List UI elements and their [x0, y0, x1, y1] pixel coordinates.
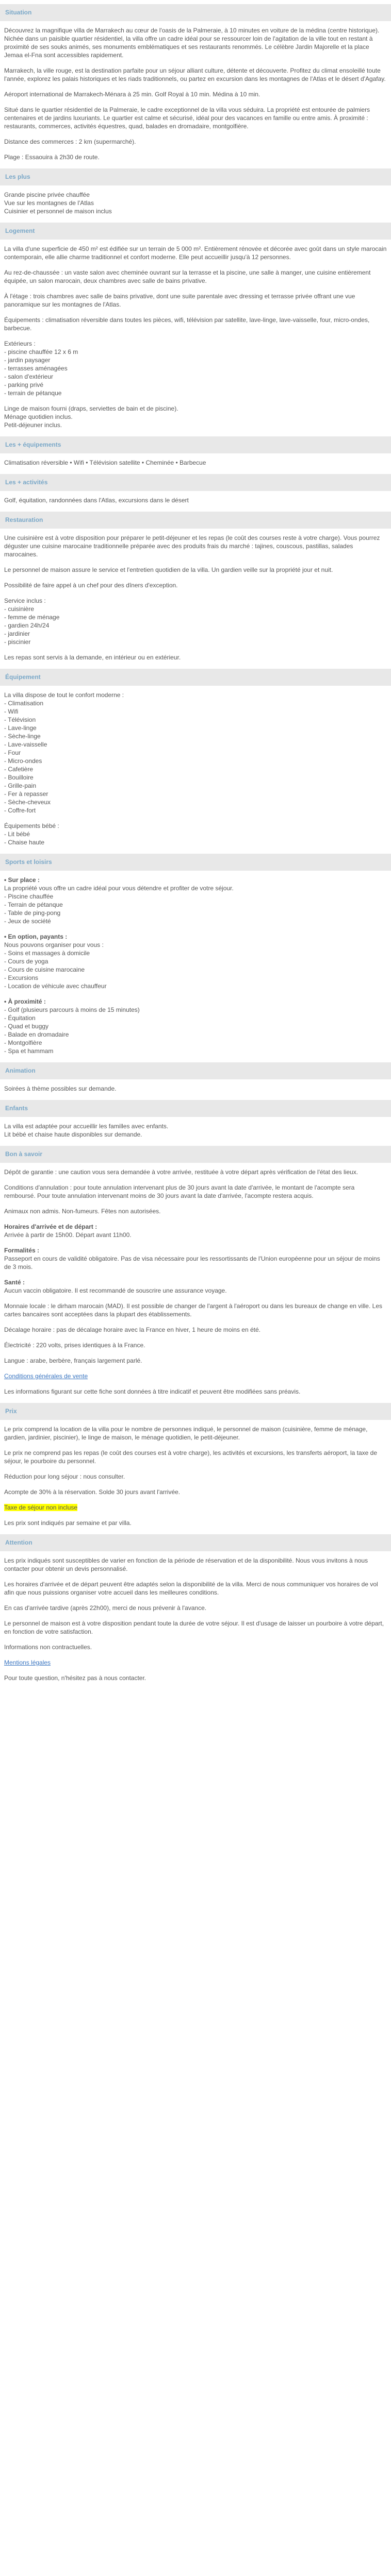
- logement-list-title: Extérieurs :: [4, 340, 36, 347]
- sports-list-item: - Piscine chauffée: [4, 893, 54, 900]
- section-header-situation: Situation: [0, 4, 391, 21]
- equipement-extra-title: Équipements bébé :: [4, 822, 59, 829]
- sports-list-item: - Montgolfière: [4, 1039, 42, 1046]
- logement-paragraph: Au rez-de-chaussée : un vaste salon avec cheminée ouvrant sur la terrasse et la piscine, une salle à manger, une cuisine entièrement équipée, un salon marocain, deux chambres avec salle de bains privative.: [4, 269, 371, 284]
- equipement-list-item: - Fer à repasser: [4, 790, 48, 798]
- equipement-list-item: - Coffre-fort: [4, 807, 36, 814]
- restauration-paragraph: Une cuisinière est à votre disposition pour préparer le petit-déjeuner et les repas (le coût des courses reste à votre charge). Vous pourrez déguster une cuisine marocaine traditionnelle préparée avec des produits frais du marché : tajines, couscous, pastillas, salades marocaines.: [4, 534, 380, 558]
- prix-body: [0, 1425, 391, 1527]
- restauration-list-item: - femme de ménage: [4, 614, 60, 621]
- section-header-sports: Sports et loisirs: [0, 854, 391, 871]
- sports-list-item: - Cours de yoga: [4, 958, 48, 965]
- equipement-body: [0, 691, 391, 846]
- bon-a-savoir-subhead: Horaires d'arrivée et de départ :: [4, 1223, 97, 1230]
- equipement-extra-item: - Chaise haute: [4, 839, 45, 846]
- equipements-plus-line: Climatisation réversible • Wifi • Télévision satellite • Cheminée • Barbecue: [4, 459, 206, 466]
- sports-body: [0, 876, 391, 1055]
- section-header-equipements-plus: Les + équipements: [0, 436, 391, 453]
- logement-list-item: - piscine chauffée 12 x 6 m: [4, 348, 78, 355]
- restauration-list-item: - cuisinière: [4, 605, 35, 613]
- prix-paragraph: Le prix comprend la location de la villa pour le nombre de personnes indiqué, le personnel de maison (cuisinière, femme de ménage, gardien, jardinier, piscinier), le linge de maison, le ménage quotidien, le petit-déjeuner.: [4, 1426, 368, 1441]
- prix-closing: Les prix sont indiqués par semaine et par villa.: [4, 1519, 132, 1527]
- enfants-line: La villa est adaptée pour accueillir les familles avec enfants.: [4, 1123, 169, 1130]
- equipement-list-item: - Télévision: [4, 716, 36, 723]
- mentions-legales-link[interactable]: Mentions légales: [4, 1659, 51, 1666]
- section-plus: [0, 168, 391, 215]
- section-header-attention: Attention: [0, 1534, 391, 1551]
- section-sports: [0, 854, 391, 1055]
- logement-extra: Linge de maison fourni (draps, serviettes de bain et de piscine).: [4, 405, 178, 412]
- sports-list-item: - Spa et hammam: [4, 1047, 54, 1055]
- prix-paragraph: Réduction pour long séjour : nous consulter.: [4, 1473, 125, 1480]
- activites-plus-line: Golf, équitation, randonnées dans l'Atlas, excursions dans le désert: [4, 497, 189, 504]
- equipement-list-item: - Cafetière: [4, 766, 34, 773]
- section-animation: [0, 1062, 391, 1093]
- logement-list-item: - terrasses aménagées: [4, 365, 68, 372]
- conditions-link[interactable]: Conditions générales de vente: [4, 1372, 88, 1380]
- restauration-list-item: - piscinier: [4, 638, 31, 646]
- section-prix: [0, 1403, 391, 1527]
- section-attention: [0, 1534, 391, 1682]
- equipement-list-item: - Micro-ondes: [4, 757, 42, 765]
- animation-body: [0, 1084, 391, 1093]
- bon-a-savoir-paragraph: Dépôt de garantie : une caution vous sera demandée à votre arrivée, restituée à votre départ après vérification de l'état des lieux.: [4, 1168, 359, 1176]
- bon-a-savoir-subhead-text: Aucun vaccin obligatoire. Il est recommandé de souscrire une assurance voyage.: [4, 1287, 227, 1294]
- situation-body: [0, 26, 391, 161]
- equipement-list-item: - Bouilloire: [4, 774, 34, 781]
- bon-a-savoir-subhead: Formalités :: [4, 1247, 40, 1254]
- sports-list-item: - Jeux de société: [4, 918, 51, 925]
- logement-extra: Ménage quotidien inclus.: [4, 413, 73, 420]
- attention-paragraph: Le personnel de maison est à votre disposition pendant toute la durée de votre séjour. Il est d'usage de laisser un pourboire à votre départ, en fonction de votre satisfaction.: [4, 1620, 384, 1635]
- logement-list-item: - jardin paysager: [4, 357, 51, 364]
- section-enfants: [0, 1100, 391, 1139]
- plus-body: [0, 191, 391, 215]
- bon-a-savoir-subhead-text: Passeport en cours de validité obligatoire. Pas de visa nécessaire pour les ressortissants de l'Union européenne pour un séjour de moins de 3 mois.: [4, 1255, 380, 1270]
- equipement-extra-item: - Lit bébé: [4, 831, 30, 838]
- sports-group-intro: Nous pouvons organiser pour vous :: [4, 941, 104, 948]
- sports-list-item: - Cours de cuisine marocaine: [4, 966, 85, 973]
- equipement-list-item: - Wifi: [4, 708, 19, 715]
- situation-paragraph: Distance des commerces : 2 km (supermarché).: [4, 138, 136, 145]
- restauration-paragraph: Le personnel de maison assure le service et l'entretien quotidien de la villa. Un gardien veille sur la propriété jour et nuit.: [4, 566, 333, 573]
- section-equipement: [0, 669, 391, 846]
- sports-group-title: • À proximité :: [4, 998, 46, 1005]
- section-header-activites-plus: Les + activités: [0, 474, 391, 491]
- bon-a-savoir-long-paragraph: Électricité : 220 volts, prises identiques à la France.: [4, 1342, 145, 1349]
- logement-paragraph: La villa d'une superficie de 450 m² est édifiée sur un terrain de 5 000 m². Entièrement rénovée et décorée avec goût dans un style marocain contemporain, elle allie charme traditionnel et confort moderne. Elle peut accueillir jusqu'à 12 personnes.: [4, 245, 387, 261]
- logement-list-item: - terrain de pétanque: [4, 389, 62, 397]
- equipements-plus-body: [0, 459, 391, 467]
- section-restauration: [0, 512, 391, 662]
- restauration-body: [0, 534, 391, 662]
- section-bon-a-savoir: [0, 1146, 391, 1396]
- section-header-plus: Les plus: [0, 168, 391, 185]
- bon-a-savoir-long-paragraph: Langue : arabe, berbère, français largement parlé.: [4, 1357, 142, 1364]
- enfants-body: [0, 1122, 391, 1139]
- equipement-list-item: - Four: [4, 749, 21, 756]
- logement-paragraph: À l'étage : trois chambres avec salle de bains privative, dont une suite parentale avec dressing et terrasse privée offrant une vue panoramique sur les montagnes de l'Atlas.: [4, 293, 355, 308]
- attention-paragraph: Les horaires d'arrivée et de départ peuvent être adaptés selon la disponibilité de la villa. Merci de nous communiquer vos horaires de vol afin que nous puissions organiser votre accueil dans les meilleures conditions.: [4, 1581, 378, 1596]
- equipement-list-item: - Climatisation: [4, 700, 44, 707]
- prix-highlight: Taxe de séjour non incluse: [4, 1504, 78, 1511]
- plus-line: Vue sur les montagnes de l'Atlas: [4, 199, 94, 207]
- situation-paragraph: Marrakech, la ville rouge, est la destination parfaite pour un séjour alliant culture, détente et découverte. Profitez du climat ensoleillé toute l'année, explorez les palais historiques et les riads traditionnels, ou partez en excursion dans les montagnes de l'Atlas et le désert d'Agafay.: [4, 67, 386, 82]
- equipement-list-item: - Sèche-linge: [4, 733, 41, 740]
- section-header-restauration: Restauration: [0, 512, 391, 529]
- section-header-enfants: Enfants: [0, 1100, 391, 1117]
- logement-list-item: - parking privé: [4, 381, 44, 388]
- animation-line: Soirées à thème possibles sur demande.: [4, 1085, 117, 1092]
- equipement-list-item: - Grille-pain: [4, 782, 37, 789]
- situation-paragraph: Plage : Essaouira à 2h30 de route.: [4, 154, 100, 161]
- sports-list-item: - Quad et buggy: [4, 1023, 49, 1030]
- situation-paragraph: Situé dans le quartier résidentiel de la Palmeraie, le cadre exceptionnel de la villa vous séduira. La propriété est entourée de palmiers centenaires et de jardins luxuriants. Le quartier est calme et sécurisé, idéal pour des vacances en famille ou entre amis. À proximité : restaurants, commerces, activités équestres, quad, balades en dromadaire, montgolfière.: [4, 106, 370, 130]
- bon-a-savoir-subhead-text: Arrivée à partir de 15h00. Départ avant 11h00.: [4, 1231, 132, 1239]
- plus-line: Grande piscine privée chauffée: [4, 191, 90, 198]
- equipement-list-item: - Lave-linge: [4, 724, 37, 732]
- attention-paragraph: En cas d'arrivée tardive (après 22h00), merci de nous prévenir à l'avance.: [4, 1604, 207, 1612]
- bon-a-savoir-body: [0, 1168, 391, 1396]
- logement-body: [0, 245, 391, 429]
- bon-a-savoir-notice: Les informations figurant sur cette fiche sont données à titre indicatif et peuvent être modifiées sans préavis.: [4, 1388, 301, 1395]
- section-logement: [0, 223, 391, 429]
- restauration-list-item: - gardien 24h/24: [4, 622, 50, 629]
- sports-list-item: - Excursions: [4, 974, 39, 981]
- restauration-closing: Les repas sont servis à la demande, en intérieur ou en extérieur.: [4, 654, 181, 661]
- plus-line: Cuisinier et personnel de maison inclus: [4, 208, 112, 215]
- bon-a-savoir-long-paragraph: Décalage horaire : pas de décalage horaire avec la France en hiver, 1 heure de moins en été.: [4, 1326, 260, 1333]
- sports-list-item: - Golf (plusieurs parcours à moins de 15 minutes): [4, 1006, 140, 1013]
- restauration-paragraph: Possibilité de faire appel à un chef pour des dîners d'exception.: [4, 582, 178, 589]
- logement-list-item: - salon d'extérieur: [4, 373, 54, 380]
- sports-list-item: - Soins et massages à domicile: [4, 950, 90, 957]
- sports-list-item: - Balade en dromadaire: [4, 1031, 69, 1038]
- section-header-logement: Logement: [0, 223, 391, 240]
- attention-body: [0, 1556, 391, 1682]
- bon-a-savoir-paragraph: Animaux non admis. Non-fumeurs. Fêtes non autorisées.: [4, 1208, 161, 1215]
- section-activites-plus: [0, 474, 391, 504]
- bon-a-savoir-paragraph: Conditions d'annulation : pour toute annulation intervenant plus de 30 jours avant la date d'arrivée, le montant de l'acompte sera remboursé. Pour toute annulation intervenant moins de 30 jours avant la date d'arrivée, l'acompte restera acquis.: [4, 1184, 355, 1199]
- situation-paragraph: Découvrez la magnifique villa de Marrakech au cœur de l'oasis de la Palmeraie, à 10 minutes en voiture de la médina (centre historique). Nichée dans un paisible quartier résidentiel, la villa offre un cadre idéal pour se ressourcer loin de l'agitation de la ville tout en restant à proximité de ses souks animés, ses monuments emblématiques et ses restaurants renommés. Le célèbre Jardin Majorelle et la place Jemaa el-Fna sont accessibles rapidement.: [4, 27, 380, 59]
- logement-paragraph: Équipements : climatisation réversible dans toutes les pièces, wifi, télévision par satellite, lave-linge, lave-vaisselle, four, micro-ondes, barbecue.: [4, 316, 370, 332]
- section-situation: [0, 4, 391, 161]
- sports-group-title: • En option, payants :: [4, 933, 68, 940]
- restauration-list-title: Service inclus :: [4, 597, 46, 604]
- sports-group-title: • Sur place :: [4, 876, 40, 884]
- logement-extra: Petit-déjeuner inclus.: [4, 421, 62, 429]
- bon-a-savoir-long-paragraph: Monnaie locale : le dirham marocain (MAD). Il est possible de changer de l'argent à l'aéroport ou dans les bureaux de change en ville. Les cartes bancaires sont acceptées dans la plupart des établissements.: [4, 1302, 382, 1318]
- enfants-line: Lit bébé et chaise haute disponibles sur demande.: [4, 1131, 142, 1138]
- attention-paragraph: Les prix indiqués sont susceptibles de varier en fonction de la période de réservation et de la disponibilité. Nous vous invitons à nous contacter pour obtenir un devis personnalisé.: [4, 1557, 368, 1572]
- sports-list-item: - Table de ping-pong: [4, 909, 61, 917]
- prix-paragraph: Le prix ne comprend pas les repas (le coût des courses est à votre charge), les activités et excursions, les transferts aéroport, la taxe de séjour, le pourboire du personnel.: [4, 1449, 378, 1465]
- restauration-list-item: - jardinier: [4, 630, 30, 637]
- equipement-list-item: - Lave-vaisselle: [4, 741, 47, 748]
- sports-list-item: - Terrain de pétanque: [4, 901, 63, 908]
- section-equipements-plus: [0, 436, 391, 467]
- attention-paragraph: Informations non contractuelles.: [4, 1643, 92, 1651]
- activites-plus-body: [0, 496, 391, 504]
- section-header-bon-a-savoir: Bon à savoir: [0, 1146, 391, 1163]
- section-header-animation: Animation: [0, 1062, 391, 1079]
- attention-footer: Pour toute question, n'hésitez pas à nous contacter.: [4, 1674, 146, 1682]
- section-header-prix: Prix: [0, 1403, 391, 1420]
- sports-group-intro: La propriété vous offre un cadre idéal pour vous détendre et profiter de votre séjour.: [4, 885, 234, 892]
- prix-paragraph: Acompte de 30% à la réservation. Solde 30 jours avant l'arrivée.: [4, 1488, 181, 1496]
- equipement-list-item: - Sèche-cheveux: [4, 799, 51, 806]
- situation-paragraph: Aéroport international de Marrakech-Ménara à 25 min. Golf Royal à 10 min. Médina à 10 min.: [4, 91, 260, 98]
- section-header-equipement: Équipement: [0, 669, 391, 686]
- sports-list-item: - Location de véhicule avec chauffeur: [4, 982, 107, 990]
- sports-list-item: - Équitation: [4, 1014, 36, 1022]
- bon-a-savoir-subhead: Santé :: [4, 1279, 25, 1286]
- equipement-intro: La villa dispose de tout le confort moderne :: [4, 691, 124, 699]
